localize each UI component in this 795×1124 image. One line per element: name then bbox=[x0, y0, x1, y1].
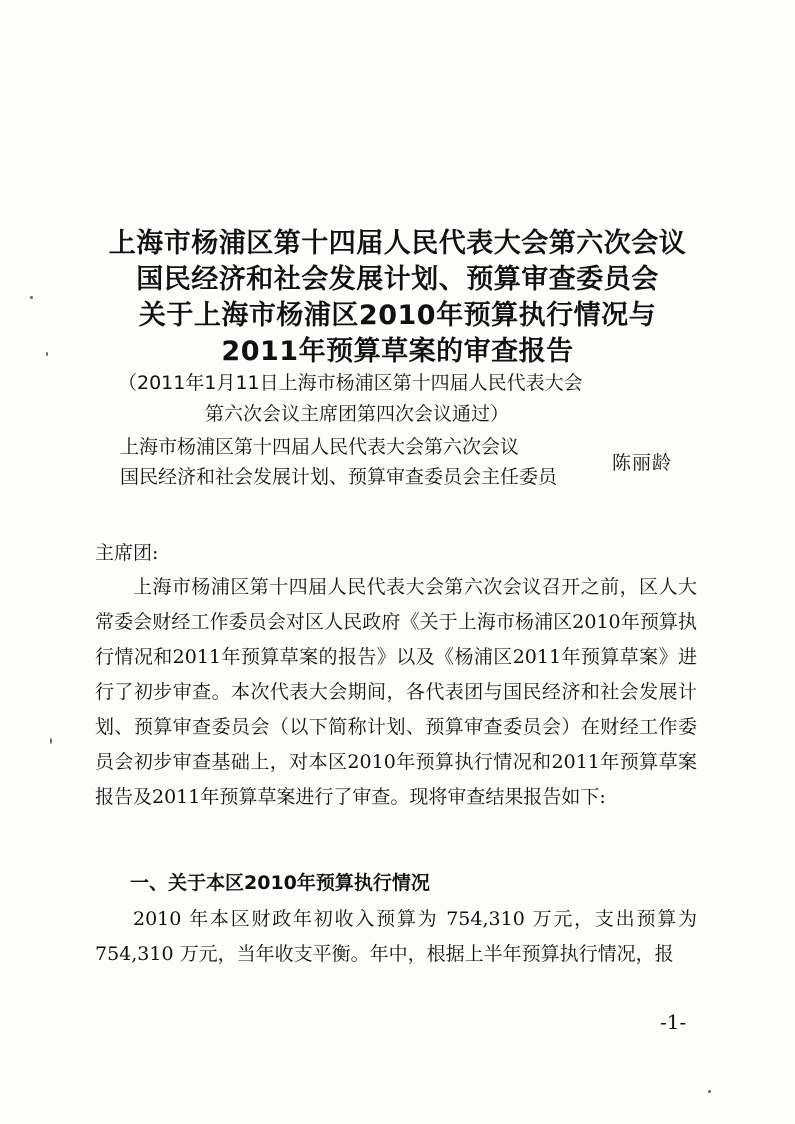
approval-note-line-2: 第六次会议主席团第四次会议通过） bbox=[205, 403, 510, 425]
title-line-1: 上海市杨浦区第十四届人民代表大会第六次会议 bbox=[108, 228, 687, 259]
report-title bbox=[0, 226, 795, 370]
paragraph-budget-2010: 2010 年本区财政年初收入预算为 754,310 万元，支出预算为 754,310 万元，当年收支平衡。年中，根据上半年预算执行情况，报 bbox=[95, 908, 697, 965]
approval-note-line-1: （2011年1月11日上海市杨浦区第十四届人民代表大会 bbox=[118, 372, 583, 394]
title-line-3: 关于上海市杨浦区2010年预算执行情况与 bbox=[138, 300, 657, 331]
scan-speck bbox=[50, 738, 52, 744]
title-line-4: 2011年预算草案的审查报告 bbox=[221, 336, 574, 367]
paragraph-intro: 上海市杨浦区第十四届人民代表大会第六次会议召开之前，区人大常委会财经工作委员会对区人民政府《关于上海市杨浦区2010年预算执行情况和2011年预算草案的报告》以及《杨浦区2011年预算草案》进行了初步审查。本次代表大会期间，各代表团与国民经济和社会发展计划、预算审查委员会（以下简称计划、预算审查委员会）在财经工作委员会初步审查基础上，对本区2010年预算执行情况和2011年预算草案报告及2011年预算草案进行了审查。现将审查结果报告如下: bbox=[95, 576, 697, 808]
author-title bbox=[120, 432, 557, 492]
scan-speck bbox=[46, 352, 48, 356]
section-heading-1: 一、关于本区2010年预算执行情况 bbox=[130, 872, 430, 894]
title-line-2: 国民经济和社会发展计划、预算审查委员会 bbox=[136, 264, 659, 295]
author-name: 陈丽龄 bbox=[612, 452, 673, 474]
page-number: -1- bbox=[660, 1010, 687, 1034]
salutation: 主席团: bbox=[95, 542, 159, 564]
scan-speck bbox=[30, 296, 33, 299]
author-title-line-1: 上海市杨浦区第十四届人民代表大会第六次会议 bbox=[120, 436, 520, 458]
scan-speck bbox=[708, 1090, 711, 1093]
author-title-line-2: 国民经济和社会发展计划、预算审查委员会主任委员 bbox=[120, 466, 558, 488]
